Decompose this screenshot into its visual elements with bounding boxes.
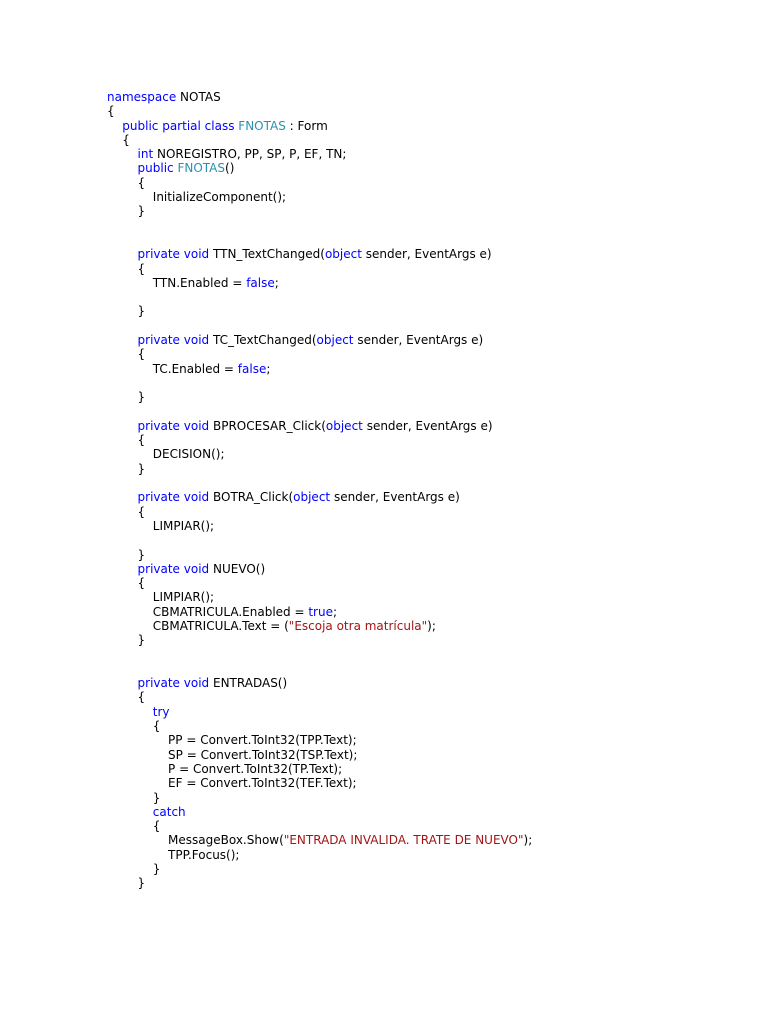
code-token-plain: sender, EventArgs e) — [361, 247, 492, 262]
code-token-plain: LIMPIAR(); — [107, 518, 215, 533]
code-token-plain: TTN_TextChanged( — [209, 247, 325, 262]
code-token-plain: DECISION(); — [107, 447, 225, 462]
code-line — [107, 833, 532, 847]
code-token-keyword: private — [137, 333, 180, 348]
code-line — [107, 648, 532, 662]
code-line — [107, 476, 532, 490]
code-token-plain: { — [107, 347, 146, 362]
code-line — [107, 533, 532, 547]
code-token-keyword: true — [308, 604, 333, 619]
code-token-plain: } — [107, 876, 146, 891]
code-token-keyword: object — [324, 247, 362, 262]
code-line — [107, 176, 532, 190]
code-token-plain: TC.Enabled = — [107, 361, 238, 376]
code-token-keyword: object — [316, 333, 354, 348]
code-line — [107, 290, 532, 304]
code-token-plain: PP = Convert.ToInt32(TPP.Text); — [107, 733, 357, 748]
code-token-plain: CBMATRICULA.Text = ( — [107, 618, 289, 633]
code-token-plain: } — [107, 390, 146, 405]
code-token-plain: { — [107, 504, 146, 519]
code-token-plain: } — [107, 547, 146, 562]
code-line — [107, 805, 532, 819]
code-line — [107, 676, 532, 690]
code-token-keyword: void — [183, 561, 210, 576]
code-token-plain: { — [107, 433, 146, 448]
code-token-keyword: object — [293, 490, 331, 505]
code-line — [107, 590, 532, 604]
code-token-keyword: int — [137, 147, 154, 162]
code-token-plain: ; — [274, 275, 279, 290]
code-line — [107, 362, 532, 376]
code-line — [107, 848, 532, 862]
code-token-plain: sender, EventArgs e) — [330, 490, 460, 505]
code-token-plain: NUEVO() — [209, 561, 266, 576]
code-token-plain: ); — [427, 618, 436, 633]
code-token-plain: } — [107, 461, 146, 476]
code-line — [107, 490, 532, 504]
code-line — [107, 433, 532, 447]
code-token-plain: MessageBox.Show( — [107, 833, 284, 848]
code-token-plain — [107, 805, 153, 819]
code-token-keyword: void — [183, 490, 210, 505]
code-token-plain — [107, 562, 138, 576]
code-token-plain — [107, 676, 138, 690]
code-line — [107, 90, 532, 104]
code-token-type: FNOTAS — [238, 118, 286, 133]
code-line — [107, 161, 532, 175]
code-line — [107, 505, 532, 519]
code-token-type: FNOTAS — [177, 161, 226, 176]
code-line — [107, 862, 532, 876]
code-token-keyword: void — [183, 418, 210, 433]
code-line — [107, 376, 532, 390]
code-token-plain: { — [107, 175, 146, 190]
code-token-plain — [107, 705, 153, 719]
code-token-plain: sender, EventArgs e) — [362, 418, 493, 433]
code-token-plain: LIMPIAR(); — [107, 590, 215, 605]
code-token-plain: } — [107, 304, 146, 319]
code-token-keyword: private — [137, 490, 180, 505]
code-token-plain — [107, 247, 138, 261]
code-line — [107, 690, 532, 704]
code-line — [107, 147, 532, 161]
code-line — [107, 548, 532, 562]
code-line — [107, 462, 532, 476]
code-line — [107, 405, 532, 419]
code-line — [107, 619, 532, 633]
code-line — [107, 705, 532, 719]
code-token-string: "ENTRADA INVALIDA. TRATE DE NUEVO" — [283, 833, 524, 848]
code-line — [107, 333, 532, 347]
code-token-plain: TPP.Focus(); — [107, 847, 240, 862]
code-token-plain — [107, 147, 138, 161]
code-line — [107, 605, 532, 619]
code-token-string: "Escoja otra matrícula" — [288, 618, 428, 633]
code-token-plain: BOTRA_Click( — [209, 490, 294, 505]
code-token-keyword: void — [183, 333, 210, 348]
code-line — [107, 133, 532, 147]
code-token-keyword: private — [137, 676, 180, 691]
code-token-plain: () — [225, 161, 235, 176]
code-token-keyword: false — [237, 361, 267, 376]
code-token-keyword: public — [122, 118, 159, 133]
code-line — [107, 304, 532, 318]
code-listing — [107, 90, 532, 891]
code-line — [107, 748, 532, 762]
code-line — [107, 204, 532, 218]
code-line — [107, 247, 532, 261]
code-line — [107, 719, 532, 733]
code-line — [107, 776, 532, 790]
code-token-keyword: catch — [152, 804, 186, 819]
code-line — [107, 633, 532, 647]
code-token-plain: InitializeComponent(); — [107, 190, 287, 205]
code-token-plain: } — [107, 790, 161, 805]
code-token-keyword: object — [325, 418, 363, 433]
code-token-plain: sender, EventArgs e) — [353, 333, 484, 348]
code-line — [107, 276, 532, 290]
code-token-keyword: void — [183, 247, 210, 262]
code-line — [107, 104, 532, 118]
code-line — [107, 519, 532, 533]
code-token-keyword: public — [137, 161, 174, 176]
code-line — [107, 190, 532, 204]
code-token-plain: SP = Convert.ToInt32(TSP.Text); — [107, 747, 358, 762]
code-line — [107, 419, 532, 433]
code-token-plain: { — [107, 819, 161, 834]
code-token-plain: NOTAS — [176, 90, 221, 104]
code-line — [107, 347, 532, 361]
code-token-keyword: namespace — [107, 90, 177, 104]
code-token-plain: { — [107, 132, 130, 147]
code-token-plain: P = Convert.ToInt32(TP.Text); — [107, 761, 343, 776]
code-token-keyword: private — [137, 247, 180, 262]
code-line — [107, 319, 532, 333]
code-line — [107, 562, 532, 576]
code-token-plain: TC_TextChanged( — [209, 333, 317, 348]
code-token-plain: BPROCESAR_Click( — [209, 418, 326, 433]
code-token-keyword: private — [137, 561, 180, 576]
code-token-plain: { — [107, 576, 146, 591]
code-token-keyword: partial — [162, 118, 201, 133]
code-line — [107, 576, 532, 590]
code-token-keyword: try — [152, 704, 170, 719]
code-token-keyword: false — [246, 275, 275, 290]
code-token-plain: TTN.Enabled = — [107, 275, 247, 290]
code-token-plain: { — [107, 690, 146, 705]
code-token-plain — [107, 161, 138, 175]
code-token-plain: ENTRADAS() — [209, 676, 288, 691]
code-token-plain: ; — [332, 604, 338, 619]
code-token-plain — [107, 490, 138, 504]
code-token-plain: ; — [266, 361, 271, 376]
code-line — [107, 262, 532, 276]
code-token-plain: { — [107, 719, 161, 734]
code-token-plain: CBMATRICULA.Enabled = — [107, 604, 309, 619]
code-line — [107, 791, 532, 805]
code-line — [107, 662, 532, 676]
code-token-plain: ); — [523, 833, 533, 848]
code-token-keyword: void — [183, 676, 210, 691]
code-line — [107, 819, 532, 833]
code-line — [107, 119, 532, 133]
code-line — [107, 233, 532, 247]
code-token-plain: } — [107, 633, 146, 648]
code-token-plain: { — [107, 104, 115, 119]
code-token-plain: EF = Convert.ToInt32(TEF.Text); — [107, 776, 357, 791]
code-line — [107, 390, 532, 404]
code-token-plain — [107, 419, 138, 433]
code-token-keyword: private — [137, 418, 180, 433]
code-token-plain: : Form — [285, 118, 328, 133]
code-token-plain — [107, 119, 122, 133]
code-token-plain — [107, 333, 138, 347]
code-token-plain: NOREGISTRO, PP, SP, P, EF, TN; — [153, 147, 347, 162]
code-token-plain: } — [107, 862, 161, 877]
code-line — [107, 447, 532, 461]
code-line — [107, 733, 532, 747]
code-token-keyword: class — [204, 118, 235, 133]
code-token-plain: { — [107, 261, 146, 276]
code-line — [107, 762, 532, 776]
code-line — [107, 219, 532, 233]
code-token-plain: } — [107, 204, 146, 219]
code-line — [107, 876, 532, 890]
